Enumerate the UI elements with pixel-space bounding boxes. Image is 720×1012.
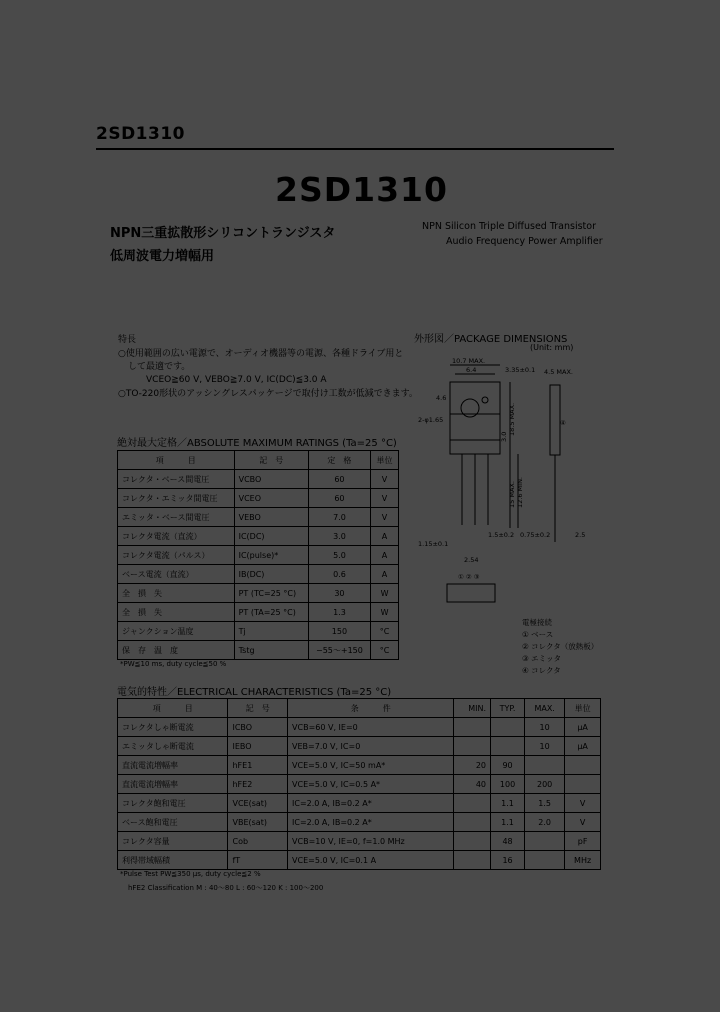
elec-cell xyxy=(491,737,525,756)
amr-cell: 5.0 xyxy=(308,546,370,565)
dim-label-12: 1.5±0.2 xyxy=(488,531,515,539)
elec-cell xyxy=(565,775,601,794)
amr-cell: コレクタ・ベース間電圧 xyxy=(118,470,235,489)
elec-cell: 90 xyxy=(491,756,525,775)
table-row xyxy=(118,775,601,794)
amr-cell: 3.0 xyxy=(308,527,370,546)
elec-cell: 10 xyxy=(525,737,565,756)
pins-heading: 電極接続 xyxy=(522,618,552,627)
elec-cell xyxy=(525,851,565,870)
table-row xyxy=(118,527,399,546)
dim-label-6: 2-φ1.65 xyxy=(418,416,444,424)
amr-cell: V xyxy=(371,470,399,489)
elec-cell: 100 xyxy=(491,775,525,794)
package-title: 外形図／PACKAGE DIMENSIONS xyxy=(414,334,568,345)
pin-marker: ④ xyxy=(560,419,566,427)
elec-cell: VCB=10 V, IE=0, f=1.0 MHz xyxy=(288,832,454,851)
package-unit: (Unit: mm) xyxy=(530,343,574,352)
subtitle-en-1: NPN Silicon Triple Diffused Transistor xyxy=(422,221,596,232)
elec-cell xyxy=(454,851,491,870)
elec-col-item: 項 目 xyxy=(118,699,228,718)
amr-cell: Tstg xyxy=(234,641,308,660)
elec-cell: 2.0 xyxy=(525,813,565,832)
elec-cell: VCE=5.0 V, IC=50 mA* xyxy=(288,756,454,775)
elec-cell: IC=2.0 A, IB=0.2 A* xyxy=(288,794,454,813)
header-part-number: 2SD1310 xyxy=(96,124,185,144)
amr-cell: VCEO xyxy=(234,489,308,508)
elec-footnote-1: *Pulse Test PW≦350 μs, duty cycle≦2 % xyxy=(120,870,261,878)
pin-view-outline xyxy=(447,584,495,602)
amr-cell: A xyxy=(371,565,399,584)
amr-cell: コレクタ・エミッタ間電圧 xyxy=(118,489,235,508)
elec-cell: 1.1 xyxy=(491,813,525,832)
elec-cell xyxy=(454,737,491,756)
pin-1: ① ベース xyxy=(522,630,554,639)
elec-cell: VEB=7.0 V, IC=0 xyxy=(288,737,454,756)
elec-cell: V xyxy=(565,794,601,813)
amr-cell: 1.3 xyxy=(308,603,370,622)
amr-cell: Tj xyxy=(234,622,308,641)
feature-line-4: ○TO-220形状のアッシングレスパッケージで取付け工数が低減できます。 xyxy=(118,389,418,399)
elec-cell: 直流電流増幅率 xyxy=(118,756,228,775)
table-row xyxy=(118,832,601,851)
amr-cell: IC(DC) xyxy=(234,527,308,546)
elec-cell: 1.5 xyxy=(525,794,565,813)
table-row xyxy=(118,489,399,508)
pin-2: ② コレクタ（放熱板） xyxy=(522,642,599,651)
elec-cell: コレクタしゃ断電流 xyxy=(118,718,228,737)
amr-cell: W xyxy=(371,584,399,603)
elec-cell: VCE=5.0 V, IC=0.5 A* xyxy=(288,775,454,794)
feature-line-3: VCEO≧60 V, VEBO≧7.0 V, IC(DC)≦3.0 A xyxy=(146,375,327,385)
table-row xyxy=(118,851,601,870)
amr-cell: VEBO xyxy=(234,508,308,527)
elec-cell: 200 xyxy=(525,775,565,794)
elec-cell: VBE(sat) xyxy=(228,813,288,832)
elec-cell: ベース飽和電圧 xyxy=(118,813,228,832)
package-tab-outline xyxy=(450,382,500,440)
elec-cell xyxy=(525,832,565,851)
amr-col-unit: 単位 xyxy=(371,451,399,470)
elec-cell: μA xyxy=(565,737,601,756)
elec-cell xyxy=(525,756,565,775)
amr-cell: 保 存 温 度 xyxy=(118,641,235,660)
elec-cell: 40 xyxy=(454,775,491,794)
amr-cell: IB(DC) xyxy=(234,565,308,584)
elec-header-row xyxy=(118,699,601,718)
elec-col-condition: 条 件 xyxy=(288,699,454,718)
amr-cell: °C xyxy=(371,641,399,660)
elec-cell: pF xyxy=(565,832,601,851)
dim-label-8: 3.0 xyxy=(500,431,508,442)
amr-col-item: 項 目 xyxy=(118,451,235,470)
subtitle-jp-1: NPN三重拡散形シリコントランジスタ xyxy=(110,226,336,241)
amr-col-rating: 定 格 xyxy=(308,451,370,470)
features-heading: 特長 xyxy=(118,335,137,345)
table-row xyxy=(118,584,399,603)
dim-label-7: 18.5 MAX. xyxy=(508,402,516,436)
elec-table xyxy=(117,698,601,870)
amr-cell: コレクタ電流（パルス） xyxy=(118,546,235,565)
side-view-body xyxy=(550,385,560,455)
amr-cell: 30 xyxy=(308,584,370,603)
dim-label-10: 12.6 MIN. xyxy=(516,477,524,508)
dim-label-5: 4.6 xyxy=(436,394,447,402)
elec-cell xyxy=(454,813,491,832)
feature-line-2: して最適です。 xyxy=(128,362,191,372)
elec-cell: コレクタ飽和電圧 xyxy=(118,794,228,813)
amr-cell: V xyxy=(371,489,399,508)
table-row xyxy=(118,756,601,775)
amr-cell: コレクタ電流（直流） xyxy=(118,527,235,546)
elec-col-min: MIN. xyxy=(454,699,491,718)
amr-cell: 全 損 失 xyxy=(118,584,235,603)
amr-footnote: *PW≦10 ms, duty cycle≦50 % xyxy=(120,660,227,668)
elec-cell: 利得帯域幅積 xyxy=(118,851,228,870)
table-row xyxy=(118,565,399,584)
dim-label-14: 0.75±0.2 xyxy=(520,531,551,539)
elec-cell xyxy=(454,832,491,851)
elec-cell: MHz xyxy=(565,851,601,870)
amr-cell: VCBO xyxy=(234,470,308,489)
amr-cell: エミッタ・ベース間電圧 xyxy=(118,508,235,527)
table-row xyxy=(118,508,399,527)
elec-cell: fT xyxy=(228,851,288,870)
elec-cell: V xyxy=(565,813,601,832)
dim-label-11: 1.15±0.1 xyxy=(418,540,449,548)
amr-cell: IC(pulse)* xyxy=(234,546,308,565)
elec-col-max: MAX. xyxy=(525,699,565,718)
elec-cell: 20 xyxy=(454,756,491,775)
table-row xyxy=(118,546,399,565)
amr-cell: 150 xyxy=(308,622,370,641)
amr-cell: 0.6 xyxy=(308,565,370,584)
amr-cell: 全 損 失 xyxy=(118,603,235,622)
elec-cell: VCE(sat) xyxy=(228,794,288,813)
amr-table xyxy=(117,450,399,660)
elec-cell: 16 xyxy=(491,851,525,870)
table-row xyxy=(118,813,601,832)
elec-footnote-2: hFE2 Classification M : 40〜80 L : 60〜120 K : 100〜200 xyxy=(128,884,324,892)
elec-cell: hFE1 xyxy=(228,756,288,775)
amr-cell: A xyxy=(371,546,399,565)
dim-label-13: 2.54 xyxy=(464,556,479,564)
elec-col-typ: TYP. xyxy=(491,699,525,718)
amr-cell: W xyxy=(371,603,399,622)
table-row xyxy=(118,622,399,641)
elec-col-unit: 単位 xyxy=(565,699,601,718)
package-drawing xyxy=(410,350,610,610)
elec-cell xyxy=(454,718,491,737)
table-row xyxy=(118,603,399,622)
elec-col-symbol: 記 号 xyxy=(228,699,288,718)
amr-header-row xyxy=(118,451,399,470)
amr-cell: −55〜+150 xyxy=(308,641,370,660)
table-row xyxy=(118,737,601,756)
dim-label-3: 3.35±0.1 xyxy=(505,366,536,374)
elec-cell: コレクタ容量 xyxy=(118,832,228,851)
amr-cell: 60 xyxy=(308,489,370,508)
amr-cell: PT (TA=25 °C) xyxy=(234,603,308,622)
elec-cell: hFE2 xyxy=(228,775,288,794)
header-rule xyxy=(96,148,614,150)
amr-cell: ベース電流（直流） xyxy=(118,565,235,584)
amr-heading: 絶対最大定格／ABSOLUTE MAXIMUM RATINGS (Ta=25 °C) xyxy=(117,438,397,449)
elec-cell: IC=2.0 A, IB=0.2 A* xyxy=(288,813,454,832)
pin-4: ④ コレクタ xyxy=(522,666,561,675)
table-row xyxy=(118,794,601,813)
elec-cell: Cob xyxy=(228,832,288,851)
dim-label-15: 2.5 xyxy=(575,531,586,539)
elec-cell: VCE=5.0 V, IC=0.1 A xyxy=(288,851,454,870)
subtitle-jp-2: 低周波電力増幅用 xyxy=(110,249,215,264)
amr-cell: V xyxy=(371,508,399,527)
elec-cell xyxy=(491,718,525,737)
table-row xyxy=(118,470,399,489)
amr-cell: PT (TC=25 °C) xyxy=(234,584,308,603)
amr-cell: °C xyxy=(371,622,399,641)
amr-cell: 60 xyxy=(308,470,370,489)
package-body-outline xyxy=(450,414,500,454)
dim-label-2: 6.4 xyxy=(466,366,477,374)
elec-cell: IEBO xyxy=(228,737,288,756)
elec-cell: 48 xyxy=(491,832,525,851)
feature-line-1: ○使用範囲の広い電源で、オーディオ機器等の電源、各種ドライブ用と xyxy=(118,349,404,359)
elec-cell: 10 xyxy=(525,718,565,737)
dim-label-9: 15 MAX. xyxy=(508,481,516,508)
mounting-hole-2 xyxy=(482,397,488,403)
amr-col-symbol: 記 号 xyxy=(234,451,308,470)
pin-3: ③ エミッタ xyxy=(522,654,561,663)
elec-cell xyxy=(565,756,601,775)
page-title: 2SD1310 xyxy=(275,170,448,209)
elec-cell xyxy=(454,794,491,813)
elec-cell: VCB=60 V, IE=0 xyxy=(288,718,454,737)
elec-cell: エミッタしゃ断電流 xyxy=(118,737,228,756)
dim-label-4: 4.5 MAX. xyxy=(544,368,573,376)
amr-cell: 7.0 xyxy=(308,508,370,527)
elec-cell: 1.1 xyxy=(491,794,525,813)
elec-cell: μA xyxy=(565,718,601,737)
elec-cell: ICBO xyxy=(228,718,288,737)
table-row xyxy=(118,641,399,660)
dim-label-1: 10.7 MAX. xyxy=(452,357,486,365)
amr-cell: ジャンクション温度 xyxy=(118,622,235,641)
subtitle-en-2: Audio Frequency Power Amplifier xyxy=(446,236,603,247)
elec-heading: 電気的特性／ELECTRICAL CHARACTERISTICS (Ta=25 °C) xyxy=(117,687,392,698)
amr-cell: A xyxy=(371,527,399,546)
elec-cell: 直流電流増幅率 xyxy=(118,775,228,794)
table-row xyxy=(118,718,601,737)
pin-number-row: ① ② ③ xyxy=(458,573,480,581)
